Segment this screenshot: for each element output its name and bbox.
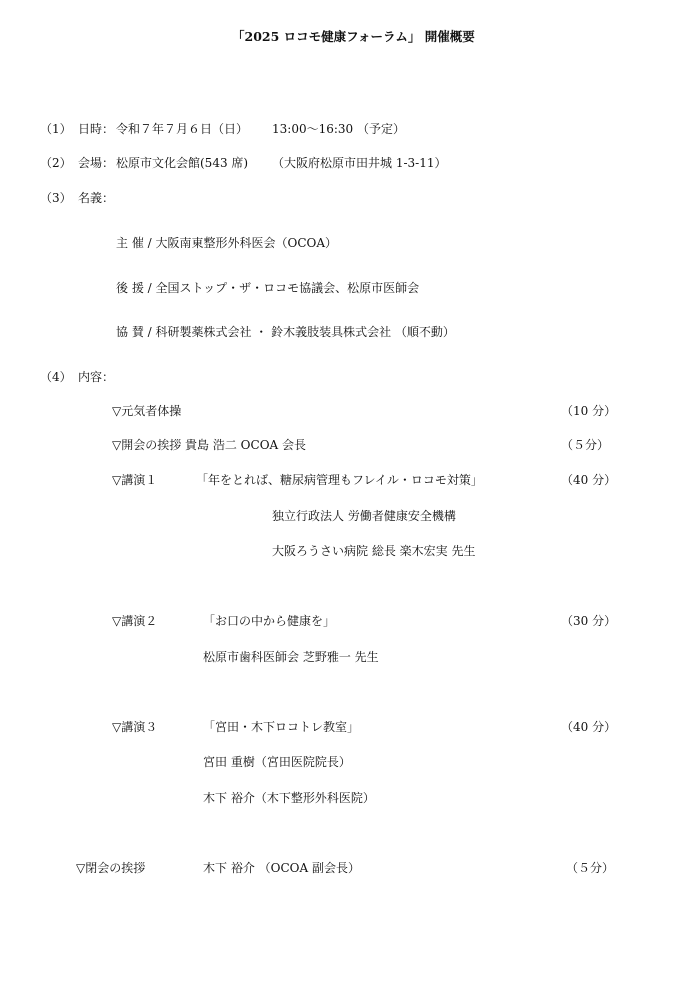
item4-number: （4）: [40, 370, 72, 384]
program-5-speaker-2: 木下 裕介（木下整形外科医院）: [203, 791, 375, 805]
program-4-speaker: 松原市歯科医師会 芝野雅一 先生: [203, 650, 379, 664]
program-5-title: 「宮田・木下ロコトレ教室」: [203, 720, 360, 734]
program-3-duration: （40 分）: [561, 473, 617, 487]
item1-number: （1）: [40, 122, 72, 136]
program-4-name: ▽講演２: [112, 614, 158, 628]
program-3-speaker-org: 独立行政法人 労働者健康安全機構: [272, 509, 456, 523]
item2-address: （大阪府松原市田井城 1-3-11）: [272, 156, 447, 170]
program-1-duration: （10 分）: [561, 404, 617, 418]
item2-number: （2）: [40, 156, 72, 170]
program-3-speaker: 大阪ろうさい病院 総長 楽木宏実 先生: [272, 544, 476, 558]
program-4-title: 「お口の中から健康を」: [203, 614, 336, 628]
program-4-duration: （30 分）: [561, 614, 617, 628]
program-2-duration: （５分）: [561, 438, 610, 452]
program-1-name: ▽元気者体操: [112, 404, 182, 418]
item1-date: 令和７年７月６日（日）: [116, 122, 249, 136]
item3-label: 名義：: [78, 191, 115, 205]
item2-venue: 松原市文化会館(543 席): [116, 156, 249, 170]
sponsor-line: 協 賛 / 科研製薬株式会社 ・ 鈴木義肢装具株式会社 （順不動）: [116, 325, 455, 339]
program-5-duration: （40 分）: [561, 720, 617, 734]
item3-number: （3）: [40, 191, 72, 205]
program-5-name: ▽講演３: [112, 720, 158, 734]
program-6-duration: （５分）: [566, 861, 615, 875]
item1-time: 13:00～16:30 （予定）: [272, 122, 405, 136]
item2-label: 会場：: [78, 156, 115, 170]
program-6-speaker: 木下 裕介 （OCOA 副会長）: [203, 861, 360, 875]
document-title: 「2025 ロコモ健康フォーラム」 開催概要: [232, 29, 475, 44]
program-3-name: ▽講演１: [112, 473, 158, 487]
item1-label: 日時：: [78, 122, 115, 136]
host-line: 主 催 / 大阪南東整形外科医会（OCOA）: [116, 236, 338, 250]
program-6-name: ▽閉会の挨拶: [76, 861, 146, 875]
program-2-name: ▽開会の挨拶 貴島 浩二 OCOA 会長: [112, 438, 307, 452]
program-3-title: 「年をとれば、糖尿病管理もフレイル・ロコモ対策」: [196, 473, 483, 487]
program-5-speaker-1: 宮田 重樹（宮田医院院長）: [203, 755, 351, 769]
item4-label: 内容：: [78, 370, 115, 384]
support-line: 後 援 / 全国ストップ・ザ・ロコモ協議会、松原市医師会: [116, 281, 420, 295]
